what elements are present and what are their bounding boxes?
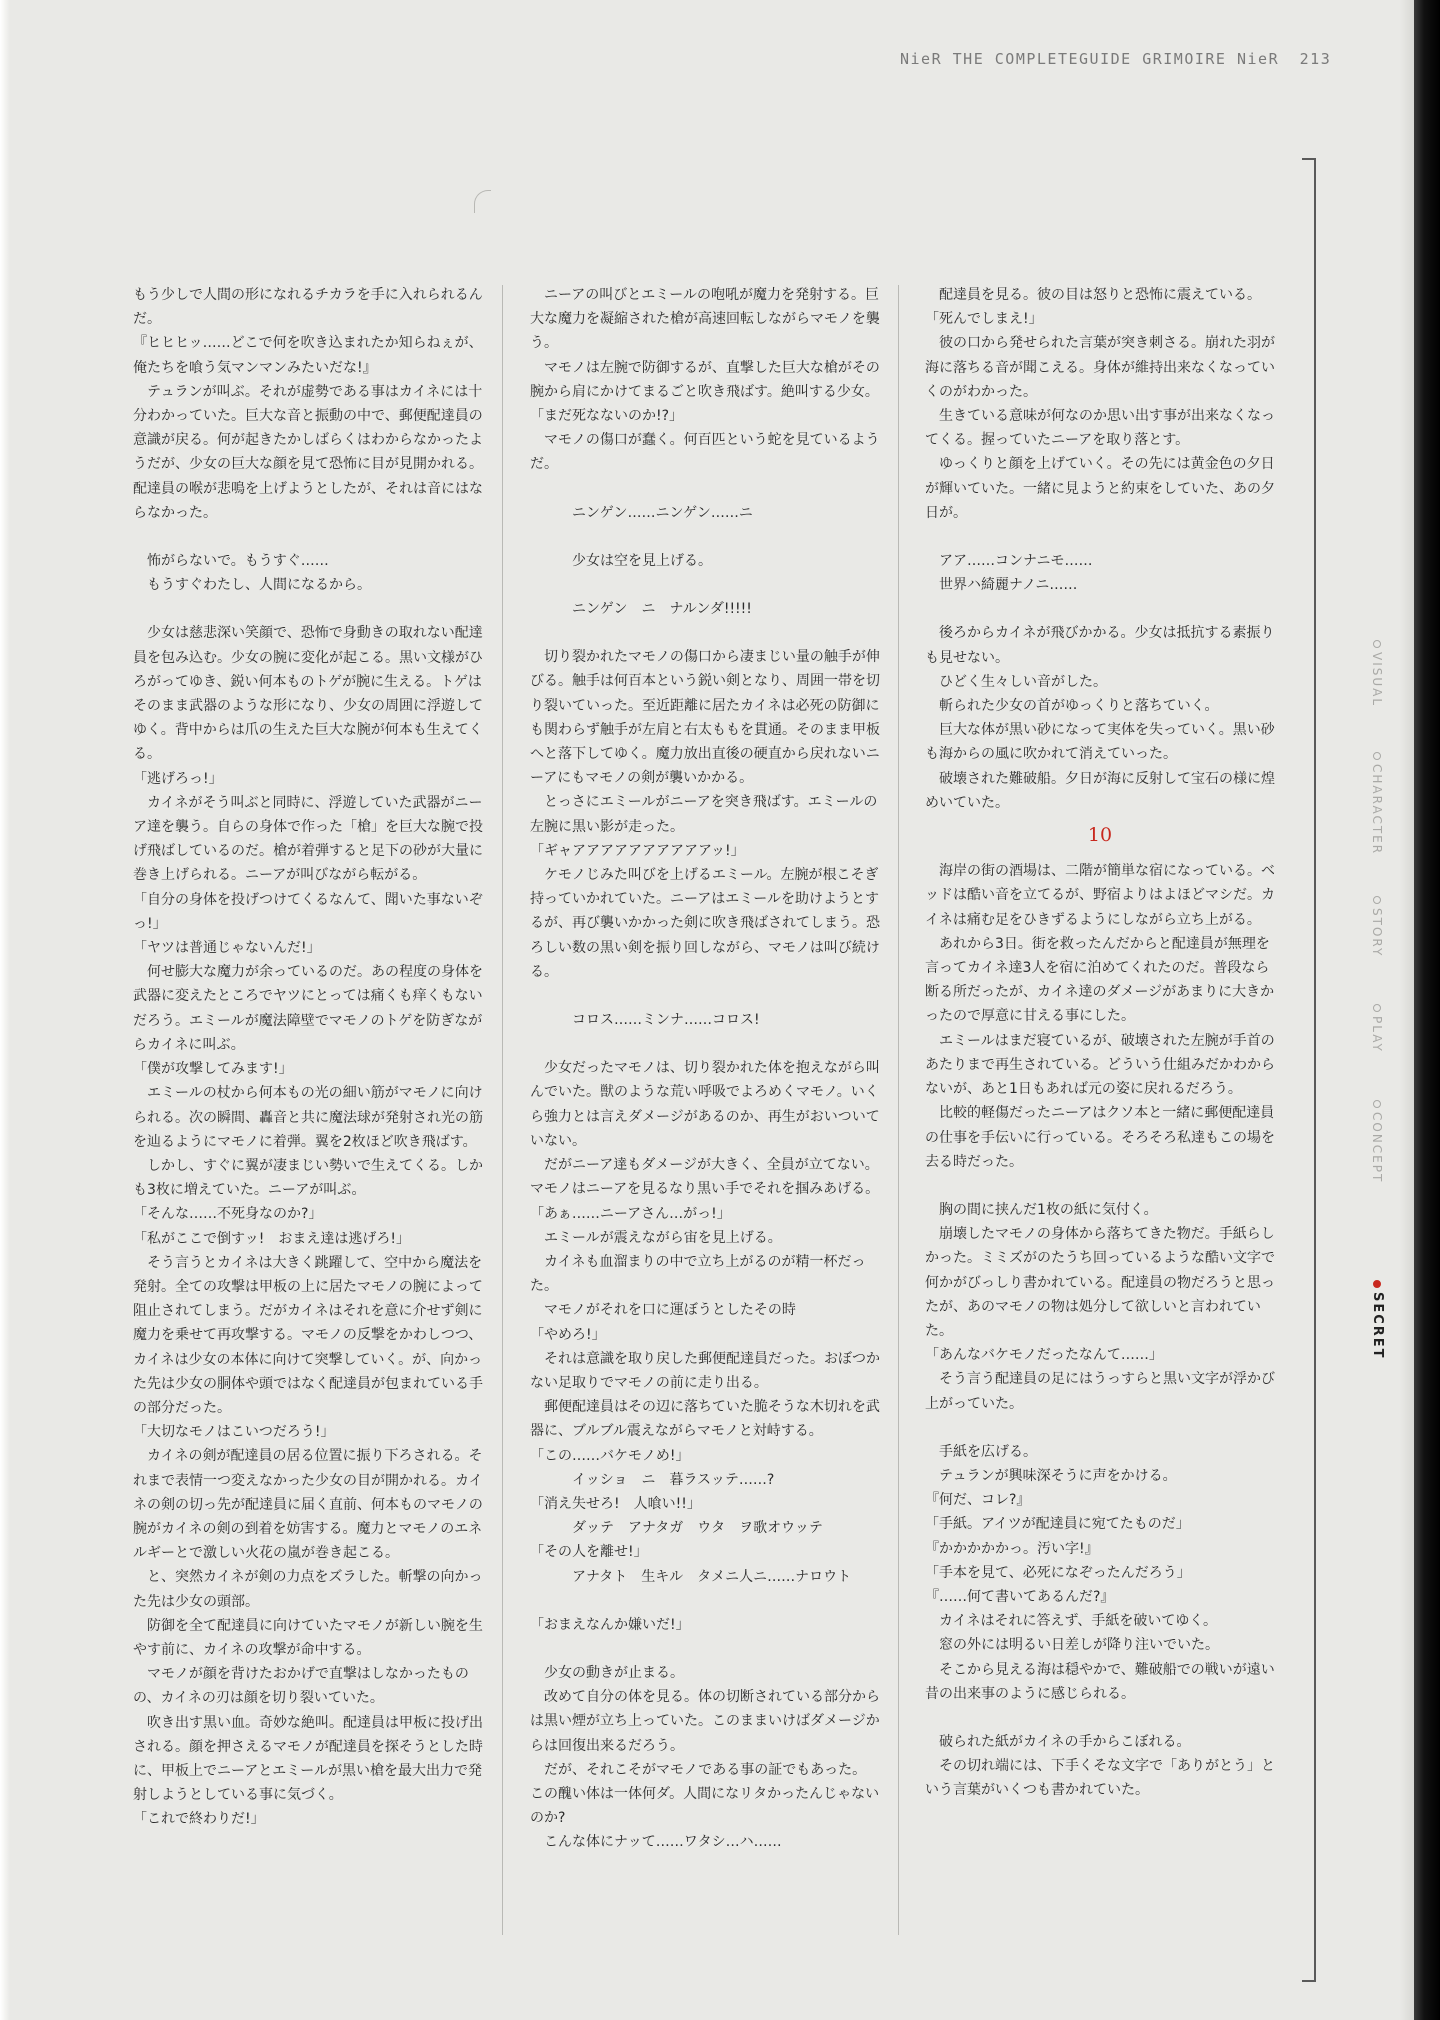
- paragraph: 彼の口から発せられた言葉が突き刺さる。崩れた羽が海に落ちる音が聞こえる。身体が維持出来なくなっていくのがわかった。: [925, 335, 1275, 400]
- monologue-line: イッショ ニ 暮ラスッテ……?: [572, 1471, 775, 1488]
- section-nav-label: VISUAL: [1370, 652, 1384, 708]
- paragraph-gap: [530, 573, 880, 597]
- dialogue-line: 『かかかかかっ。汚い字!』: [925, 1540, 1099, 1557]
- paragraph: 少女の動きが止まる。: [544, 1664, 684, 1681]
- section-nav-label: SECRET: [1370, 1292, 1385, 1360]
- paragraph: 窓の外には明るい日差しが降り注いでいた。: [939, 1637, 1219, 1654]
- section-nav-story: [1370, 896, 1384, 957]
- paragraph: 少女だったマモノは、切り裂かれた体を抱えながら叫んでいた。獣のような荒い呼吸でよろめくマモノ。いくら強力とは言えダメージがあるのか、再生がおいついていない。: [530, 1060, 880, 1149]
- paragraph: カイネも血溜まりの中で立ち上がるのが精一杯だった。: [530, 1253, 866, 1295]
- paragraph-gap: [133, 597, 483, 621]
- bullet-icon: [1373, 640, 1381, 648]
- paragraph-gap: [925, 597, 1275, 621]
- text-column-3: [925, 283, 1275, 1803]
- dialogue-line: 「手紙。アイツが配達員に宛てたものだ」: [925, 1516, 1190, 1533]
- paragraph: そう言う配達員の足にはうっすらと黒い文字が浮かび上がっていた。: [925, 1371, 1275, 1412]
- bullet-icon: [1373, 1004, 1381, 1012]
- paragraph: 切り裂かれたマモノの傷口から凄まじい量の触手が伸びる。触手は何百本という鋭い剣となり、周囲一帯を切り裂いていった。至近距離に居たカイネは必死の防御にも関わらず触手が左肩と右太ももを貫通。そのまま甲板へと落下してゆく。魔力放出直後の硬直から戻れないニーアにもマモノの剣が襲いかかる。: [530, 649, 880, 787]
- dialogue-line: 「消え失せろ! 人喰い!!」: [530, 1495, 701, 1512]
- dialogue-line: 「逃げろっ!」: [133, 770, 223, 787]
- paragraph: そう言うとカイネは大きく跳躍して、空中から魔法を発射。全ての攻撃は甲板の上に居たマモノの腕によって阻止されてしまう。だがカイネはそれを意に介せず剣に魔力を乗せて再攻撃する。マモノの反撃をかわしつつ、カイネは少女の本体に向けて突撃していく。が、向かった先は少女の胴体や頭ではなく配達員が包まれている手の部分だった。: [133, 1254, 483, 1416]
- paragraph: テュランが興味深そうに声をかける。: [939, 1467, 1177, 1484]
- dialogue-line: 「おまえなんか嫌いだ!」: [530, 1616, 690, 1633]
- paragraph-gap: [530, 1589, 880, 1613]
- paragraph: 手紙を広げる。: [939, 1443, 1037, 1460]
- paragraph: 少女は慈悲深い笑顔で、恐怖で身動きの取れない配達員を包み込む。少女の腕に変化が起こる。黒い文様がひろがってゆき、鋭い何本ものトゲが腕に生える。トゲはそのまま武器のような形になり、少女の周囲に浮遊してゆく。背中からは爪の生えた巨大な腕が何本も生えてくる。: [133, 625, 483, 763]
- paragraph: あれから3日。街を救ったんだからと配達員が無理を言ってカイネ達3人を宿に泊めてくれたのだ。普段なら断る所だったが、カイネ達のダメージがあまりに大きかったので厚意に甘える事にした。: [925, 935, 1275, 1025]
- bullet-icon: [1373, 896, 1381, 904]
- paragraph: 破られた紙がカイネの手からこぼれる。: [939, 1733, 1191, 1750]
- paragraph: それは意識を取り戻した郵便配達員だった。おぼつかない足取りでマモノの前に走り出る。: [530, 1350, 880, 1391]
- section-nav-label: STORY: [1370, 908, 1384, 958]
- text-block-story-end: [925, 283, 1275, 815]
- paragraph: 斬られた少女の首がゆっくりと落ちていく。: [939, 698, 1219, 715]
- paragraph: 郵便配達員はその辺に落ちていた脆そうな木切れを武器に、ブルブル震えながらマモノと対峙する。: [530, 1399, 880, 1440]
- paragraph: とっさにエミールがニーアを突き飛ばす。エミールの左腕に黒い影が走った。: [530, 794, 878, 835]
- dialogue-line: 『……何て書いてあるんだ?』: [925, 1588, 1115, 1605]
- book-binding: [1414, 0, 1440, 2020]
- paragraph: そこから見える海は穏やかで、難破船での戦いが遠い昔の出来事のように感じられる。: [925, 1661, 1275, 1702]
- paragraph: マモノがそれを口に運ぼうとしたその時: [544, 1302, 796, 1319]
- paragraph: 配達員を見る。彼の目は怒りと恐怖に震えている。: [939, 287, 1261, 303]
- monologue-line: アア……コンナニモ……: [939, 553, 1093, 570]
- paragraph: 改めて自分の体を見る。体の切断されている部分からは黒い煙が立ち上っていた。このままいけばダメージからは回復出来るだろう。: [530, 1689, 880, 1754]
- page-number: 213: [1299, 50, 1332, 68]
- paragraph: その切れ端には、下手くそな文字で「ありがとう」という言葉がいくつも書かれていた。: [925, 1758, 1275, 1799]
- bullet-icon: [1373, 752, 1381, 760]
- text-block-chapter-10: [925, 859, 1275, 1802]
- paragraph: エミールが震えながら宙を見上げる。: [544, 1229, 782, 1246]
- paragraph-gap: [925, 1174, 1275, 1198]
- paragraph: ゆっくりと顔を上げていく。その先には黄金色の夕日が輝いていた。一緒に見ようと約束をしていた、あの夕日が。: [925, 456, 1275, 521]
- section-nav-character: [1370, 752, 1384, 855]
- column-divider: [898, 285, 899, 1935]
- chapter-number: 10: [1087, 824, 1113, 847]
- paragraph: ひどく生々しい音がした。: [939, 673, 1107, 690]
- monologue-line: アナタト 生キル タメニ人ニ……ナロウト: [572, 1568, 852, 1585]
- page-binding-shadow: [1400, 0, 1414, 2020]
- paragraph: 崩壊したマモノの身体から落ちてきた物だ。手紙らしかった。ミミズがのたうち回っているような酷い文字で何かがびっしり書かれている。配達員の物だろうと思ったが、あのマモノの物は処分して欲しいと言われていた。: [925, 1226, 1275, 1339]
- column-divider: [502, 285, 503, 1935]
- text-column-2: [530, 283, 880, 1855]
- section-nav-label: CONCEPT: [1370, 1112, 1384, 1184]
- dialogue-line: 「そんな……不死身なのか?」: [133, 1206, 323, 1223]
- dialogue-line: 「手本を見て、必死になぞったんだろう」: [925, 1564, 1191, 1581]
- paragraph: 怖がらないで。もうすぐ……: [147, 553, 329, 570]
- dialogue-line: 「僕が攻撃してみます!」: [133, 1061, 293, 1078]
- paragraph: 破壊された難破船。夕日が海に反射して宝石の様に煌めいていた。: [925, 770, 1275, 811]
- paragraph: だがニーア達もダメージが大きく、全員が立てない。マモノはニーアを見るなり黒い手でそれを掴みあげる。: [530, 1157, 880, 1198]
- paragraph-gap: [530, 477, 880, 501]
- paragraph: マモノの傷口が蠢く。何百匹という蛇を見ているようだ。: [530, 432, 880, 473]
- corner-mark: [474, 190, 491, 213]
- paragraph: カイネがそう叫ぶと同時に、浮遊していた武器がニーア達を襲う。自らの身体で作った「槍」を巨大な腕で投げ飛ばしているのだ。槍が着弾すると足下の砂が大量に巻き上げられる。ニーアが叫びながら転がる。: [133, 794, 483, 884]
- paragraph: しかし、すぐに翼が凄まじい勢いで生えてくる。しかも3枚に増えていた。ニーアが叫ぶ。: [133, 1157, 483, 1199]
- paragraph-gap: [530, 984, 880, 1008]
- monologue-line: ニンゲン ニ ナルンダ!!!!!: [572, 601, 752, 618]
- dialogue-line: 「あぁ……ニーアさん…がっ!」: [530, 1205, 731, 1222]
- paragraph: マモノが顔を背けたおかげで直撃はしなかったものの、カイネの刃は顔を切り裂いていた。: [133, 1666, 469, 1707]
- monologue-line: ニンゲン……ニンゲン……ニ: [572, 504, 753, 521]
- header-title: NieR THE COMPLETEGUIDE GRIMOIRE NieR: [900, 50, 1280, 68]
- paragraph: 比較的軽傷だったニーアはクソ本と一緒に郵便配達員の仕事を手伝いに行っている。そろそろ私達もこの場を去る時だった。: [925, 1105, 1275, 1170]
- paragraph: こんな体にナッて……ワタシ…ハ……: [544, 1834, 782, 1851]
- paragraph-gap: [530, 525, 880, 549]
- paragraph: 海岸の街の酒場は、二階が簡単な宿になっている。ベッドは酷い音を立てるが、野宿よりはよほどマシだ。カイネは痛む足をひきずるようにしながら立ち上がる。: [925, 863, 1275, 928]
- paragraph: だが、それこそがマモノである事の証でもあった。この醜い体は一体何ダ。人間になリタかったんじゃないのか?: [530, 1761, 880, 1827]
- paragraph-gap: [530, 1637, 880, 1661]
- paragraph: 胸の間に挟んだ1枚の紙に気付く。: [939, 1201, 1158, 1218]
- paragraph: カイネはそれに答えず、手紙を破いてゆく。: [939, 1613, 1218, 1630]
- dialogue-line: 「あんなバケモノだったなんて……」: [925, 1347, 1163, 1364]
- dialogue-line: 「大切なモノはこいつだろう!」: [133, 1424, 335, 1441]
- paragraph: 吹き出す黒い血。奇妙な絶叫。配達員は甲板に投げ出される。顔を押さえるマモノが配達員を探そうとした時に、甲板上でニーアとエミールが黒い槍を最大出力で発射しようとしている事に気づく。: [133, 1714, 483, 1804]
- paragraph: 巨大な体が黒い砂になって実体を失っていく。黒い砂も海からの風に吹かれて消えていった。: [925, 722, 1275, 763]
- paragraph: マモノは左腕で防御するが、直撃した巨大な槍がその腕から肩にかけてまるごと吹き飛ばす。絶叫する少女。: [530, 359, 880, 400]
- text-column-1: [133, 283, 483, 1832]
- section-nav-label: CHARACTER: [1370, 764, 1384, 856]
- section-nav-concept: [1370, 1100, 1384, 1183]
- dialogue-line: 「まだ死なないのか!?」: [530, 408, 684, 425]
- paragraph-gap: [133, 525, 483, 549]
- running-header: [900, 50, 1330, 68]
- monologue-line: コロス……ミンナ……コロス!: [572, 1012, 760, 1029]
- dialogue-line: もう少しで人間の形になれるチカラを手に入れられるんだ。: [133, 287, 483, 328]
- section-nav-label: PLAY: [1370, 1016, 1384, 1053]
- paragraph: 生きている意味が何なのか思い出す事が出来なくなってくる。握っていたニーアを取り落とす。: [925, 408, 1275, 449]
- dialogue-line: 「ヤツは普通じゃないんだ!」: [133, 940, 321, 957]
- paragraph: テュランが叫ぶ。それが虚勢である事はカイネには十分わかっていた。巨大な音と振動の中で、郵便配達員の意識が戻る。何が起きたかしばらくはわからなかったようだが、少女の巨大な顔を見て恐怖に目が見開かれる。配達員の喉が悲鳴を上げようとしたが、それは音にはならなかった。: [133, 383, 483, 521]
- dialogue-line: 「この……バケモノめ!」: [530, 1447, 690, 1464]
- section-nav-play: [1370, 1004, 1384, 1053]
- bullet-icon: [1373, 1100, 1381, 1108]
- bullet-icon: [1373, 1280, 1381, 1288]
- paragraph: エミールの杖から何本もの光の細い筋がマモノに向けられる。次の瞬間、轟音と共に魔法球が発射され光の筋を辿るようにマモノに着弾。翼を2枚ほど吹き飛ばす。: [133, 1085, 483, 1150]
- monologue-line: 世界ハ綺麗ナノニ……: [939, 577, 1078, 594]
- dialogue-line: 「私がここで倒すッ! おまえ達は逃げろ!」: [133, 1230, 410, 1247]
- paragraph: 何せ膨大な魔力が余っているのだ。あの程度の身体を武器に変えたところでヤツにとっては痛くも痒くもないだろう。エミールが魔法障壁でマモノのトゲを防ぎながらカイネに叫ぶ。: [133, 964, 483, 1053]
- paragraph: ニーアの叫びとエミールの咆吼が魔力を発射する。巨大な魔力を凝縮された槍が高速回転しながらマモノを襲う。: [530, 287, 880, 352]
- paragraph: ケモノじみた叫びを上げるエミール。左腕が根こそぎ持っていかれていた。ニーアはエミールを助けようとするが、再び襲いかかった剣に吹き飛ばされてしまう。恐ろしい数の黒い剣を振り回しながら、マモノは叫び続ける。: [530, 867, 880, 980]
- paragraph-gap: [925, 1416, 1275, 1440]
- paragraph: エミールはまだ寝ているが、破壊された左腕が手首のあたりまで再生されている。どういう仕組みだかわからないが、あと1日もあれば元の姿に戻れるだろう。: [925, 1032, 1275, 1098]
- dialogue-line: 「その人を離せ!」: [530, 1544, 648, 1561]
- paragraph: 防御を全て配達員に向けていたマモノが新しい腕を生やす前に、カイネの攻撃が命中する。: [133, 1617, 483, 1658]
- section-nav-secret: [1370, 1280, 1385, 1360]
- dialogue-line: 「自分の身体を投げつけてくるなんて、聞いた事ないぞっ!」: [133, 891, 483, 932]
- paragraph: もうすぐわたし、人間になるから。: [147, 577, 371, 594]
- paragraph: カイネの剣が配達員の居る位置に振り下ろされる。それまで表情一つ変えなかった少女の目が開かれる。カイネの剣の切っ先が配達員に届く直前、何本ものマモノの腕がカイネの剣の到着を妨害する。魔力とマモノのエネルギーとで激しい火花の嵐が巻き起こる。: [133, 1448, 483, 1562]
- dialogue-line: 「これで終わりだ!」: [133, 1811, 265, 1828]
- monologue-line: 少女は空を見上げる。: [572, 552, 712, 569]
- paragraph: 後ろからカイネが飛びかかる。少女は抵抗する素振りも見せない。: [925, 625, 1275, 666]
- paragraph-gap: [530, 621, 880, 645]
- dialogue-line: 「ギャアアアアアアアアアアッ!」: [530, 842, 745, 859]
- paragraph: と、突然カイネが剣の力点をズラした。斬撃の向かった先は少女の頭部。: [133, 1569, 483, 1610]
- section-nav-visual: [1370, 640, 1384, 707]
- page-edge: [0, 0, 10, 2020]
- dialogue-line: 『ヒヒヒッ……どこで何を吹き込まれたか知らねぇが、俺たちを喰う気マンマンみたいだな!』: [133, 335, 483, 376]
- dialogue-line: 『何だ、コレ?』: [925, 1492, 1031, 1509]
- paragraph-gap: [925, 525, 1275, 549]
- paragraph-gap: [925, 1706, 1275, 1730]
- dialogue-line: 「死んでしまえ!」: [925, 311, 1043, 328]
- dialogue-line: 「やめろ!」: [530, 1326, 606, 1343]
- section-bracket: [1302, 158, 1316, 1982]
- monologue-line: ダッテ アナタガ ウタ ヲ歌オウッテ: [572, 1520, 823, 1537]
- paragraph-gap: [530, 1032, 880, 1056]
